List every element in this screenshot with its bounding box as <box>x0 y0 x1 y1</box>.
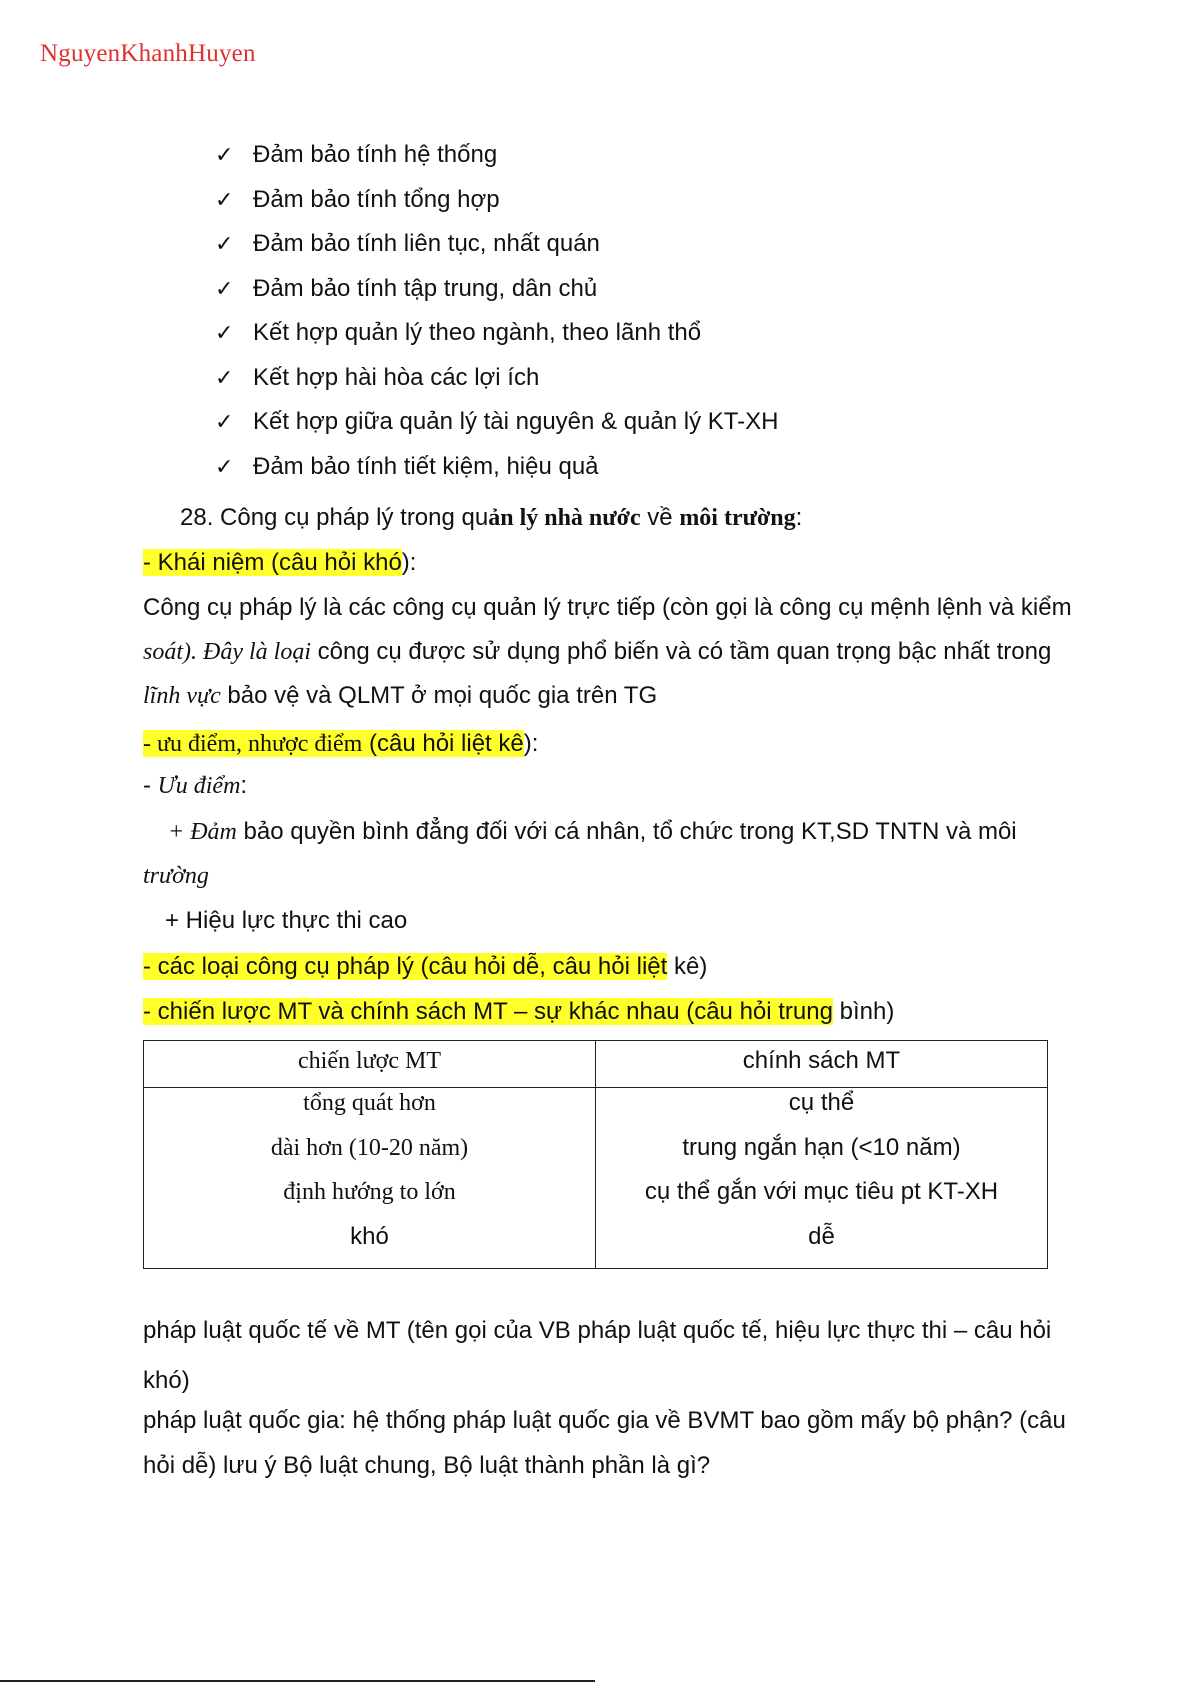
list-item: ✓ Đảm bảo tính hệ thống <box>215 140 778 185</box>
khai-niem-label: - Khái niệm (câu hỏi khó): <box>143 549 417 576</box>
checkmark-icon: ✓ <box>215 365 234 391</box>
checkmark-icon: ✓ <box>215 321 234 346</box>
intl-law-line: khó) <box>143 1367 190 1394</box>
definition-line: soát). Đây là loại công cụ được sử dụng phổ biến và có tầm quan trọng bậc nhất trong <box>143 638 1052 665</box>
definition-line: lĩnh vực bảo vệ và QLMT ở mọi quốc gia trên TG <box>143 682 658 709</box>
checkmark-icon: ✓ <box>215 276 234 302</box>
checkmark-icon: ✓ <box>215 410 234 435</box>
checkmark-icon: ✓ <box>215 143 234 168</box>
list-item: ✓ Đảm bảo tính tiết kiệm, hiệu quả <box>215 452 778 497</box>
table-header-cell: chính sách MT <box>596 1041 1048 1088</box>
list-item: ✓ Kết hợp giữa quản lý tài nguyên & quản lý KT-XH <box>215 407 778 452</box>
checkmark-icon: ✓ <box>215 187 234 213</box>
table-cell-strategy: tổng quát hơn dài hơn (10-20 năm) định hướng to lớn khó <box>144 1088 596 1269</box>
list-item: ✓ Đảm bảo tính tập trung, dân chủ <box>215 274 778 319</box>
chien-luoc-label: - chiến lược MT và chính sách MT – sự khác nhau (câu hỏi trung bình) <box>143 998 895 1025</box>
section-heading: 28. Công cụ pháp lý trong quản lý nhà nước về môi trường: <box>180 504 803 531</box>
table-header-cell: chiến lược MT <box>144 1041 596 1088</box>
principles-checklist <box>215 140 778 496</box>
list-item: ✓ Đảm bảo tính liên tục, nhất quán <box>215 229 778 274</box>
uu-nhuoc-label: - ưu điểm, nhược điểm (câu hỏi liệt kê): <box>143 730 539 757</box>
definition-line: Công cụ pháp lý là các công cụ quản lý trực tiếp (còn gọi là công cụ mệnh lệnh và kiểm <box>143 594 1072 621</box>
comparison-table <box>143 1040 1048 1269</box>
brand-header: NguyenKhanhHuyen <box>40 40 256 67</box>
list-item: ✓ Kết hợp quản lý theo ngành, theo lãnh thổ <box>215 318 778 363</box>
list-item: ✓ Đảm bảo tính tổng hợp <box>215 185 778 230</box>
national-law-line: pháp luật quốc gia: hệ thống pháp luật quốc gia về BVMT bao gồm mấy bộ phận? (câu <box>143 1407 1066 1434</box>
list-item: ✓ Kết hợp hài hòa các lợi ích <box>215 363 778 408</box>
uu-diem-label: - Ưu điểm: <box>143 772 248 799</box>
advantage-item: + Đảm bảo quyền bình đẳng đối với cá nhân, tổ chức trong KT,SD TNTN và môi <box>168 818 1017 845</box>
table-header-row <box>144 1041 1048 1088</box>
table-row <box>144 1088 1048 1269</box>
table-cell-policy: cụ thể trung ngắn hạn (<10 năm) cụ thể gắn với mục tiêu pt KT-XH dễ <box>596 1088 1048 1269</box>
national-law-line: hỏi dễ) lưu ý Bộ luật chung, Bộ luật thành phần là gì? <box>143 1452 711 1479</box>
loai-cong-cu-label: - các loại công cụ pháp lý (câu hỏi dễ, câu hỏi liệt kê) <box>143 953 708 980</box>
advantage-item: + Hiệu lực thực thi cao <box>165 907 408 934</box>
intl-law-line: pháp luật quốc tế về MT (tên gọi của VB pháp luật quốc tế, hiệu lực thực thi – câu hỏi <box>143 1317 1052 1344</box>
checkmark-icon: ✓ <box>215 232 234 257</box>
advantage-item-cont: trường <box>143 863 209 889</box>
checkmark-icon: ✓ <box>215 454 234 480</box>
bottom-divider <box>0 1680 595 1682</box>
